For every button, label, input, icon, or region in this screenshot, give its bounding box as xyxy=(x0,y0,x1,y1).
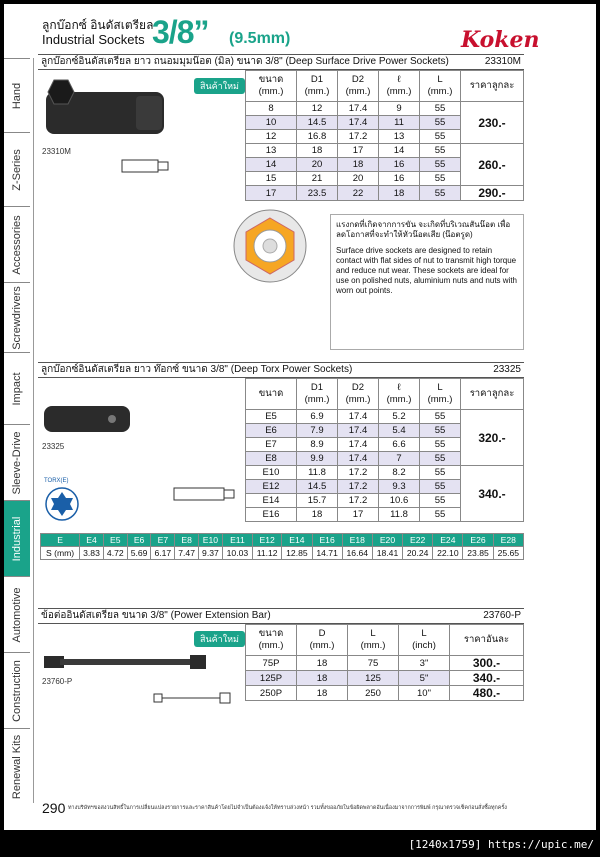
table-cell: 55 xyxy=(420,508,461,522)
price-cell: 290.- xyxy=(461,186,524,201)
table-row xyxy=(246,102,524,116)
table-cell: 55 xyxy=(420,480,461,494)
table-cell: 23.85 xyxy=(463,547,493,560)
table-cell: E xyxy=(41,534,80,547)
price-cell: 340.- xyxy=(450,671,524,686)
table-cell: 6.9 xyxy=(297,410,338,424)
price-cell: 320.- xyxy=(461,410,524,466)
table-cell: 17.2 xyxy=(338,480,379,494)
table-cell: 4.72 xyxy=(103,547,127,560)
table-cell: 9.3 xyxy=(379,480,420,494)
section1-image-code: 23310M xyxy=(42,147,71,156)
table-cell: E11 xyxy=(222,534,252,547)
table-cell: 11.8 xyxy=(379,508,420,522)
header-size-mm: (9.5mm) xyxy=(229,30,291,47)
table-cell: E14 xyxy=(246,494,297,508)
torx-size-table xyxy=(40,533,524,560)
table-cell: 10 xyxy=(246,116,297,130)
table-cell: E12 xyxy=(246,480,297,494)
table-cell: 11.12 xyxy=(253,547,282,560)
tab-hand[interactable]: Hand xyxy=(4,58,30,133)
col-d: D (mm.) xyxy=(297,625,348,656)
col-price: ราคาอันละ xyxy=(450,625,524,656)
col-l: L (mm.) xyxy=(348,625,399,656)
tab-z-series[interactable]: Z-Series xyxy=(4,132,30,207)
section3-code: 23760-P xyxy=(483,610,521,621)
tab-rail xyxy=(33,58,34,803)
table-cell: 18 xyxy=(379,186,420,201)
table-cell: 25.65 xyxy=(493,547,523,560)
table-cell: 17 xyxy=(338,508,379,522)
price-cell: 230.- xyxy=(461,102,524,144)
table-cell: 18 xyxy=(297,656,348,671)
extension-bar-outline xyxy=(150,688,240,710)
table-cell: 12 xyxy=(297,102,338,116)
table-cell: 11 xyxy=(379,116,420,130)
table-cell: 55 xyxy=(420,158,461,172)
table-cell: 55 xyxy=(420,494,461,508)
tab-accessories[interactable]: Accessories xyxy=(4,206,30,283)
table-cell: 9 xyxy=(379,102,420,116)
table-cell: 14.5 xyxy=(297,480,338,494)
table-cell: E12 xyxy=(253,534,282,547)
catalog-page xyxy=(4,4,596,830)
table-cell: 22 xyxy=(338,186,379,201)
table-cell: 15.7 xyxy=(297,494,338,508)
table-cell: 17.4 xyxy=(338,438,379,452)
table-cell: E10 xyxy=(246,466,297,480)
table-cell: E20 xyxy=(372,534,402,547)
col-l-small: ℓ (mm.) xyxy=(379,379,420,410)
table-cell: 7.9 xyxy=(297,424,338,438)
price-cell: 300.- xyxy=(450,656,524,671)
table-cell: 17.4 xyxy=(338,452,379,466)
table-cell: 3" xyxy=(399,656,450,671)
table-cell: 15 xyxy=(246,172,297,186)
torx-profile-diagram xyxy=(42,484,90,526)
page-number: 290 xyxy=(42,800,66,816)
table-cell: 14.5 xyxy=(297,116,338,130)
col-l-small: ℓ (mm.) xyxy=(379,71,420,102)
table-cell: 13 xyxy=(246,144,297,158)
table-row xyxy=(41,534,524,547)
table-cell: E7 xyxy=(246,438,297,452)
torx-socket-image xyxy=(40,400,140,440)
tab-renewal-kits[interactable]: Renewal Kits xyxy=(4,728,30,804)
table-cell: E28 xyxy=(493,534,523,547)
table-cell: 10" xyxy=(399,686,450,701)
table-row xyxy=(246,186,524,201)
table-cell: 10.03 xyxy=(222,547,252,560)
col-l-inch: L (inch) xyxy=(399,625,450,656)
section1-bar xyxy=(38,54,524,70)
tab-sleeve-drive[interactable]: Sleeve-Drive xyxy=(4,424,30,501)
price-cell: 260.- xyxy=(461,144,524,186)
table-cell: 3.83 xyxy=(80,547,104,560)
table-cell: 18 xyxy=(297,686,348,701)
note-thai: แรงกดที่เกิดจากการขัน จะเกิดที่บริเวณสันน๊อต เพื่อลดโอกาสที่จะทำให้หัวน๊อตเสีย (น๊อตรูด) xyxy=(336,220,511,239)
table-cell: E6 xyxy=(246,424,297,438)
table-cell: 7.47 xyxy=(175,547,199,560)
table-cell: 17.4 xyxy=(338,410,379,424)
table-cell: 250 xyxy=(348,686,399,701)
section1-spec-table xyxy=(245,70,524,201)
table-cell: E8 xyxy=(175,534,199,547)
col-d1: D1 (mm.) xyxy=(297,71,338,102)
table-cell: 17.2 xyxy=(338,494,379,508)
table-cell: E16 xyxy=(312,534,342,547)
table-cell: E26 xyxy=(463,534,493,547)
table-cell: 55 xyxy=(420,186,461,201)
table-cell: 17.2 xyxy=(338,466,379,480)
section1-title: ลูกบ๊อกซ์อินดัสเตรียล ยาว ถนอมมุมน๊อต (มิล) ขนาด 3/8" (Deep Surface Drive Power Sockets) xyxy=(41,56,449,67)
tab-impact[interactable]: Impact xyxy=(4,352,30,425)
price-cell: 340.- xyxy=(461,466,524,522)
table-cell: 13 xyxy=(379,130,420,144)
table-header xyxy=(246,625,524,656)
table-cell: 10.6 xyxy=(379,494,420,508)
table-cell: 8 xyxy=(246,102,297,116)
table-cell: 55 xyxy=(420,424,461,438)
col-price: ราคาลูกละ xyxy=(461,71,524,102)
table-cell: 8.2 xyxy=(379,466,420,480)
header-title-en: Industrial Sockets xyxy=(42,32,145,47)
table-cell: 14 xyxy=(379,144,420,158)
col-l: L (mm.) xyxy=(420,71,461,102)
table-cell: 16 xyxy=(379,172,420,186)
col-size: ขนาด (mm.) xyxy=(246,625,297,656)
table-cell: 55 xyxy=(420,172,461,186)
side-tabs xyxy=(4,58,30,803)
section2-bar xyxy=(38,362,524,378)
table-row xyxy=(246,686,524,701)
table-cell: S (mm) xyxy=(41,547,80,560)
header-title-th: ลูกบ๊อกซ์ อินดัสเตรียล xyxy=(42,18,154,32)
table-cell: 5.4 xyxy=(379,424,420,438)
col-l: L (mm.) xyxy=(420,379,461,410)
table-cell: 8.9 xyxy=(297,438,338,452)
table-cell: 17.4 xyxy=(338,102,379,116)
section1-code: 23310M xyxy=(484,56,521,67)
table-cell: 9.9 xyxy=(297,452,338,466)
table-cell: 125 xyxy=(348,671,399,686)
table-cell: 55 xyxy=(420,102,461,116)
table-cell: 23.5 xyxy=(297,186,338,201)
section3-image-code: 23760-P xyxy=(42,677,73,686)
table-cell: 20 xyxy=(338,172,379,186)
col-d2: D2 (mm.) xyxy=(338,71,379,102)
table-cell: E4 xyxy=(80,534,104,547)
col-price: ราคาลูกละ xyxy=(461,379,524,410)
section3-title: ข้อต่ออินดัสเตรียล ขนาด 3/8" (Power Extension Bar) xyxy=(41,610,271,621)
table-header xyxy=(246,71,524,102)
table-cell: 18.41 xyxy=(372,547,402,560)
table-row xyxy=(246,671,524,686)
table-row xyxy=(246,656,524,671)
table-cell: 17.2 xyxy=(338,130,379,144)
table-cell: 18 xyxy=(297,671,348,686)
table-row xyxy=(41,547,524,560)
section3-spec-table xyxy=(245,624,524,701)
table-cell: 16.64 xyxy=(342,547,372,560)
feature-note xyxy=(330,214,524,350)
table-cell: 17.4 xyxy=(338,424,379,438)
extension-bar-image xyxy=(40,650,210,678)
torx-label: TORX(E) xyxy=(44,478,69,484)
table-cell: 16 xyxy=(379,158,420,172)
section2-title: ลูกบ๊อกซ์อินดัสเตรียล ยาว ท๊อกซ์ ขนาด 3/8" (Deep Torx Power Sockets) xyxy=(41,364,353,375)
col-d2: D2 (mm.) xyxy=(338,379,379,410)
table-cell: 55 xyxy=(420,130,461,144)
new-badge: สินค้าใหม่ xyxy=(194,631,245,647)
table-cell: 17 xyxy=(338,144,379,158)
tab-automotive[interactable]: Automotive xyxy=(4,576,30,653)
table-cell: 55 xyxy=(420,438,461,452)
table-cell: E6 xyxy=(127,534,151,547)
table-cell: 17.4 xyxy=(338,116,379,130)
table-row xyxy=(246,410,524,424)
disclaimer: ทางบริษัทฯขอสงวนสิทธิ์ในการเปลี่ยนแปลงรายการและราคาสินค้าโดยไม่จำเป็นต้องแจ้งให้ทราบล่วงหน้า รวมทั้งขออภัยในข้อผิดพลาดอันเนื่องมาจากการพิมพ์ กรุณาตรวจเช็คก่อนสั่งซื้อทุกครั้ง xyxy=(68,805,507,811)
section3-bar xyxy=(38,608,524,624)
table-cell: E18 xyxy=(342,534,372,547)
table-cell: E5 xyxy=(103,534,127,547)
table-cell: E14 xyxy=(282,534,312,547)
table-cell: 20.24 xyxy=(403,547,433,560)
table-cell: 55 xyxy=(420,452,461,466)
table-cell: E22 xyxy=(403,534,433,547)
table-cell: 18 xyxy=(297,144,338,158)
table-row xyxy=(246,144,524,158)
table-cell: 75 xyxy=(348,656,399,671)
socket-cross-section-diagram xyxy=(230,206,310,286)
table-cell: 12 xyxy=(246,130,297,144)
table-cell: E24 xyxy=(433,534,463,547)
tab-screwdrivers[interactable]: Screwdrivers xyxy=(4,282,30,353)
section2-code: 23325 xyxy=(493,364,521,375)
table-cell: 18 xyxy=(338,158,379,172)
table-cell: 5.69 xyxy=(127,547,151,560)
price-cell: 480.- xyxy=(450,686,524,701)
table-cell: 11.8 xyxy=(297,466,338,480)
col-size: ขนาด xyxy=(246,379,297,410)
col-d1: D1 (mm.) xyxy=(297,379,338,410)
tab-construction[interactable]: Construction xyxy=(4,652,30,729)
table-cell: 55 xyxy=(420,410,461,424)
table-cell: 75P xyxy=(246,656,297,671)
watermark: [1240x1759] https://upic.me/ xyxy=(408,838,594,851)
table-cell: E7 xyxy=(151,534,175,547)
torx-socket-outline xyxy=(170,484,242,506)
brand-logo: Koken xyxy=(461,27,540,53)
section2-spec-table xyxy=(245,378,524,522)
table-cell: E10 xyxy=(199,534,223,547)
table-cell: 55 xyxy=(420,144,461,158)
table-cell: E8 xyxy=(246,452,297,466)
table-cell: 6.6 xyxy=(379,438,420,452)
table-cell: 125P xyxy=(246,671,297,686)
col-size: ขนาด (mm.) xyxy=(246,71,297,102)
table-cell: 55 xyxy=(420,466,461,480)
note-english: Surface drive sockets are designed to retain contact with flat sides of nut to transmit high torque and reduce nut wear. These sockets are ideal for use on polished nuts, aluminium nuts and nuts with worn out points. xyxy=(336,246,517,295)
table-cell: 12.85 xyxy=(282,547,312,560)
table-cell: 16.8 xyxy=(297,130,338,144)
table-cell: 9.37 xyxy=(199,547,223,560)
table-header xyxy=(246,379,524,410)
table-cell: 14 xyxy=(246,158,297,172)
table-cell: E16 xyxy=(246,508,297,522)
table-cell: 20 xyxy=(297,158,338,172)
table-cell: 5" xyxy=(399,671,450,686)
table-cell: 6.17 xyxy=(151,547,175,560)
table-cell: 55 xyxy=(420,116,461,130)
table-cell: 250P xyxy=(246,686,297,701)
new-badge: สินค้าใหม่ xyxy=(194,78,245,94)
table-cell: E5 xyxy=(246,410,297,424)
section2-image-code: 23325 xyxy=(42,442,65,451)
table-cell: 17 xyxy=(246,186,297,201)
tab-industrial[interactable]: Industrial xyxy=(4,500,30,577)
table-cell: 22.10 xyxy=(433,547,463,560)
table-cell: 21 xyxy=(297,172,338,186)
header-size: 3/8” xyxy=(152,14,209,50)
socket-image xyxy=(40,78,170,188)
table-cell: 18 xyxy=(297,508,338,522)
table-cell: 7 xyxy=(379,452,420,466)
table-row xyxy=(246,466,524,480)
table-cell: 14.71 xyxy=(312,547,342,560)
table-cell: 5.2 xyxy=(379,410,420,424)
